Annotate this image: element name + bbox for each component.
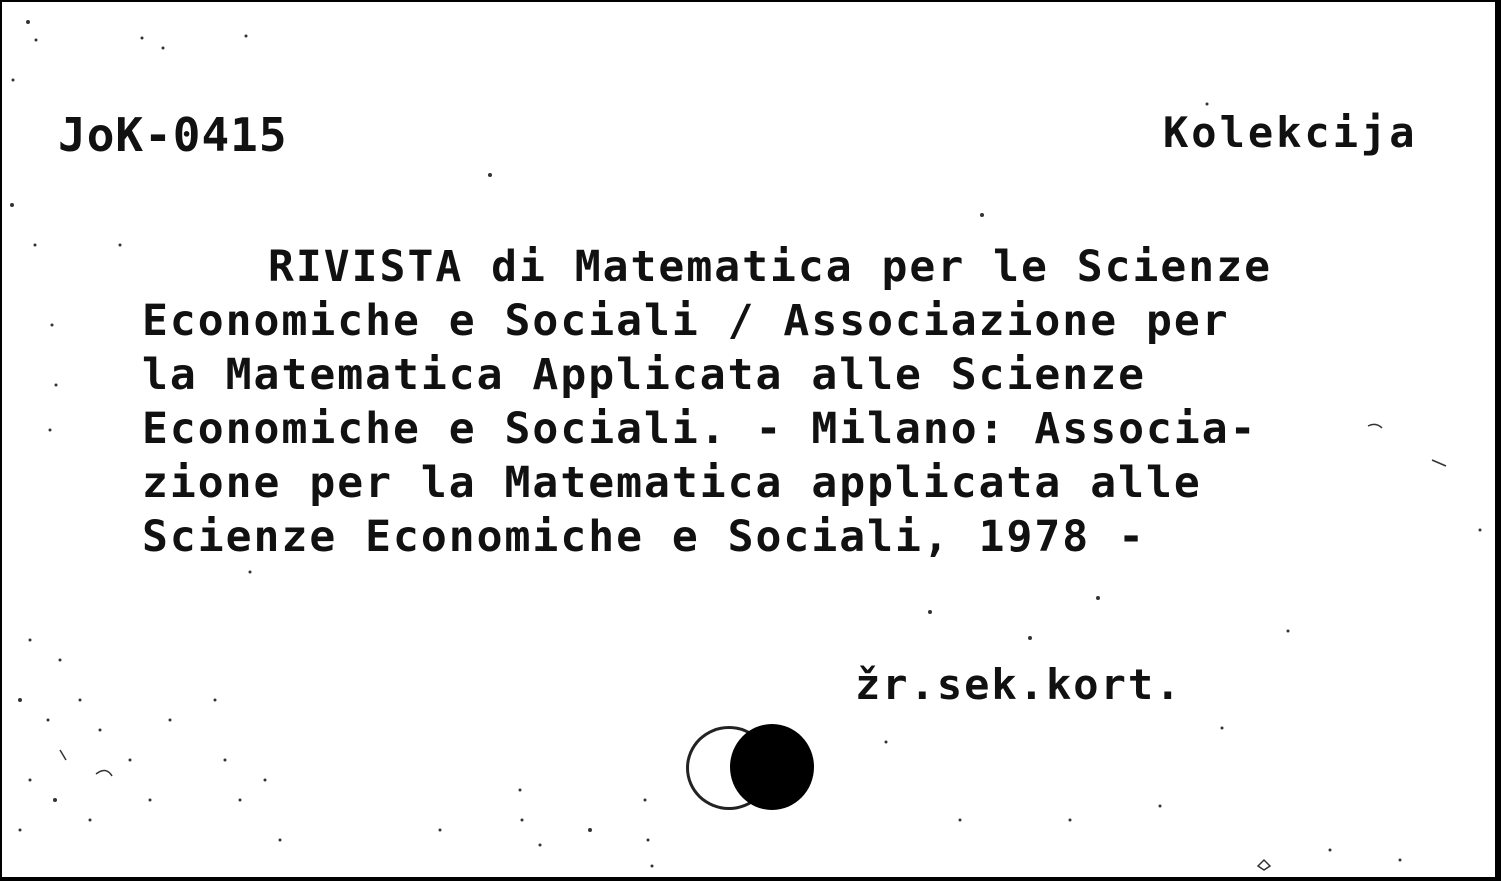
entry-line: RIVISTA di Matematica per le Scienze (268, 242, 1272, 292)
card-bottom-edge (0, 877, 1501, 881)
entry-line: Economiche e Sociali / Associazione per (142, 296, 1230, 346)
card-right-edge (1495, 0, 1501, 881)
call-number: JoK-0415 (58, 108, 288, 162)
entry-line: la Matematica Applicata alle Scienze (142, 350, 1146, 400)
collection-label: Kolekcija (1163, 108, 1418, 157)
card-left-edge (0, 0, 2, 881)
cross-reference-note: žr.sek.kort. (855, 660, 1183, 709)
card-top-edge (0, 0, 1501, 2)
entry-line: Scienze Economiche e Sociali, 1978 - (142, 512, 1146, 562)
bibliographic-entry (142, 240, 1402, 564)
punch-hole (730, 724, 814, 810)
entry-line: Economiche e Sociali. - Milano: Associa- (142, 404, 1258, 454)
entry-line: zione per la Matematica applicata alle (142, 458, 1202, 508)
